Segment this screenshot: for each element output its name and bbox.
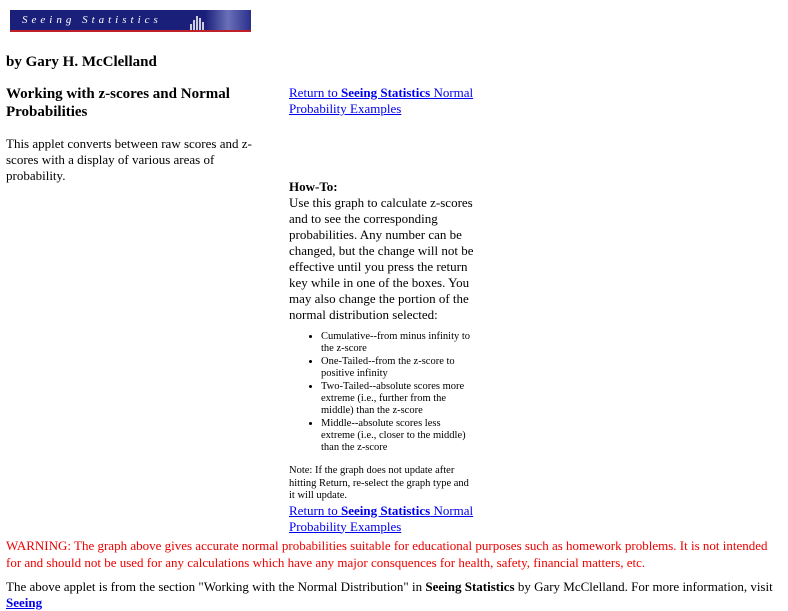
- bottom-section: [0, 537, 788, 611]
- list-item: • One-Tailed--from the z-score to positive infinity: [321, 356, 474, 380]
- list-item: • Cumulative--from minus infinity to the z-score: [321, 331, 474, 355]
- link-post: Normal Probability Examples: [289, 85, 474, 116]
- list-item: • Middle--absolute scores less extreme (i.e., closer to the middle) than the z-score: [321, 418, 474, 454]
- return-link-bottom[interactable]: [289, 503, 474, 535]
- link-bold: Seeing Statistics: [341, 85, 431, 100]
- link-pre: Return to: [289, 85, 341, 100]
- link-pre: Return to: [289, 502, 341, 518]
- note-text: Note: If the graph does not update after hitting Return, re-select the graph type and it will update.: [289, 465, 469, 501]
- footer-text: [6, 579, 784, 611]
- return-link-top[interactable]: [289, 85, 474, 117]
- page-title: Working with z-scores and Normal Probabilities: [6, 86, 230, 120]
- seeing-statistics-link[interactable]: [6, 595, 42, 610]
- footer-pre: The above applet is from the section "Working with the Normal Distribution" in: [6, 578, 426, 594]
- howto-text: Use this graph to calculate z-scores and to see the corresponding probabilities. Any number can be changed, but the change will not be effective until you press the return key while in one of the boxes. You may also change the portion of the normal distribution selected:: [289, 195, 474, 322]
- list-item: • Two-Tailed--absolute scores more extreme (i.e., further from the middle) than the z-score: [321, 381, 474, 417]
- graph-type-list: [289, 331, 474, 454]
- seeing-statistics-logo: [10, 10, 251, 32]
- eye-graphic: [205, 10, 251, 30]
- link-post: Normal Probability Examples: [289, 502, 474, 534]
- content-flow: [0, 179, 788, 611]
- logo-text: Seeing Statistics: [22, 14, 162, 26]
- bars-graphic: [190, 16, 204, 30]
- howto-heading: How-To:: [289, 179, 338, 194]
- footer-mid: by Gary McClelland. For more information, visit: [514, 578, 773, 594]
- footer-bold: Seeing Statistics: [425, 578, 515, 594]
- author: by Gary H. McClelland: [6, 54, 157, 70]
- intro-text: This applet converts between raw scores and z-scores with a display of various areas of probability.: [6, 136, 252, 183]
- warning-text: WARNING: The graph above gives accurate normal probabilities suitable for educational purposes such as homework problems. It is not intended for and should not be used for any calculations which have any major consquences for health, safety, financial matters, etc.: [6, 537, 768, 570]
- link-bold: Seeing Statistics: [341, 502, 431, 518]
- howto-section: [289, 179, 474, 535]
- footer-link-text: Seeing: [6, 594, 43, 610]
